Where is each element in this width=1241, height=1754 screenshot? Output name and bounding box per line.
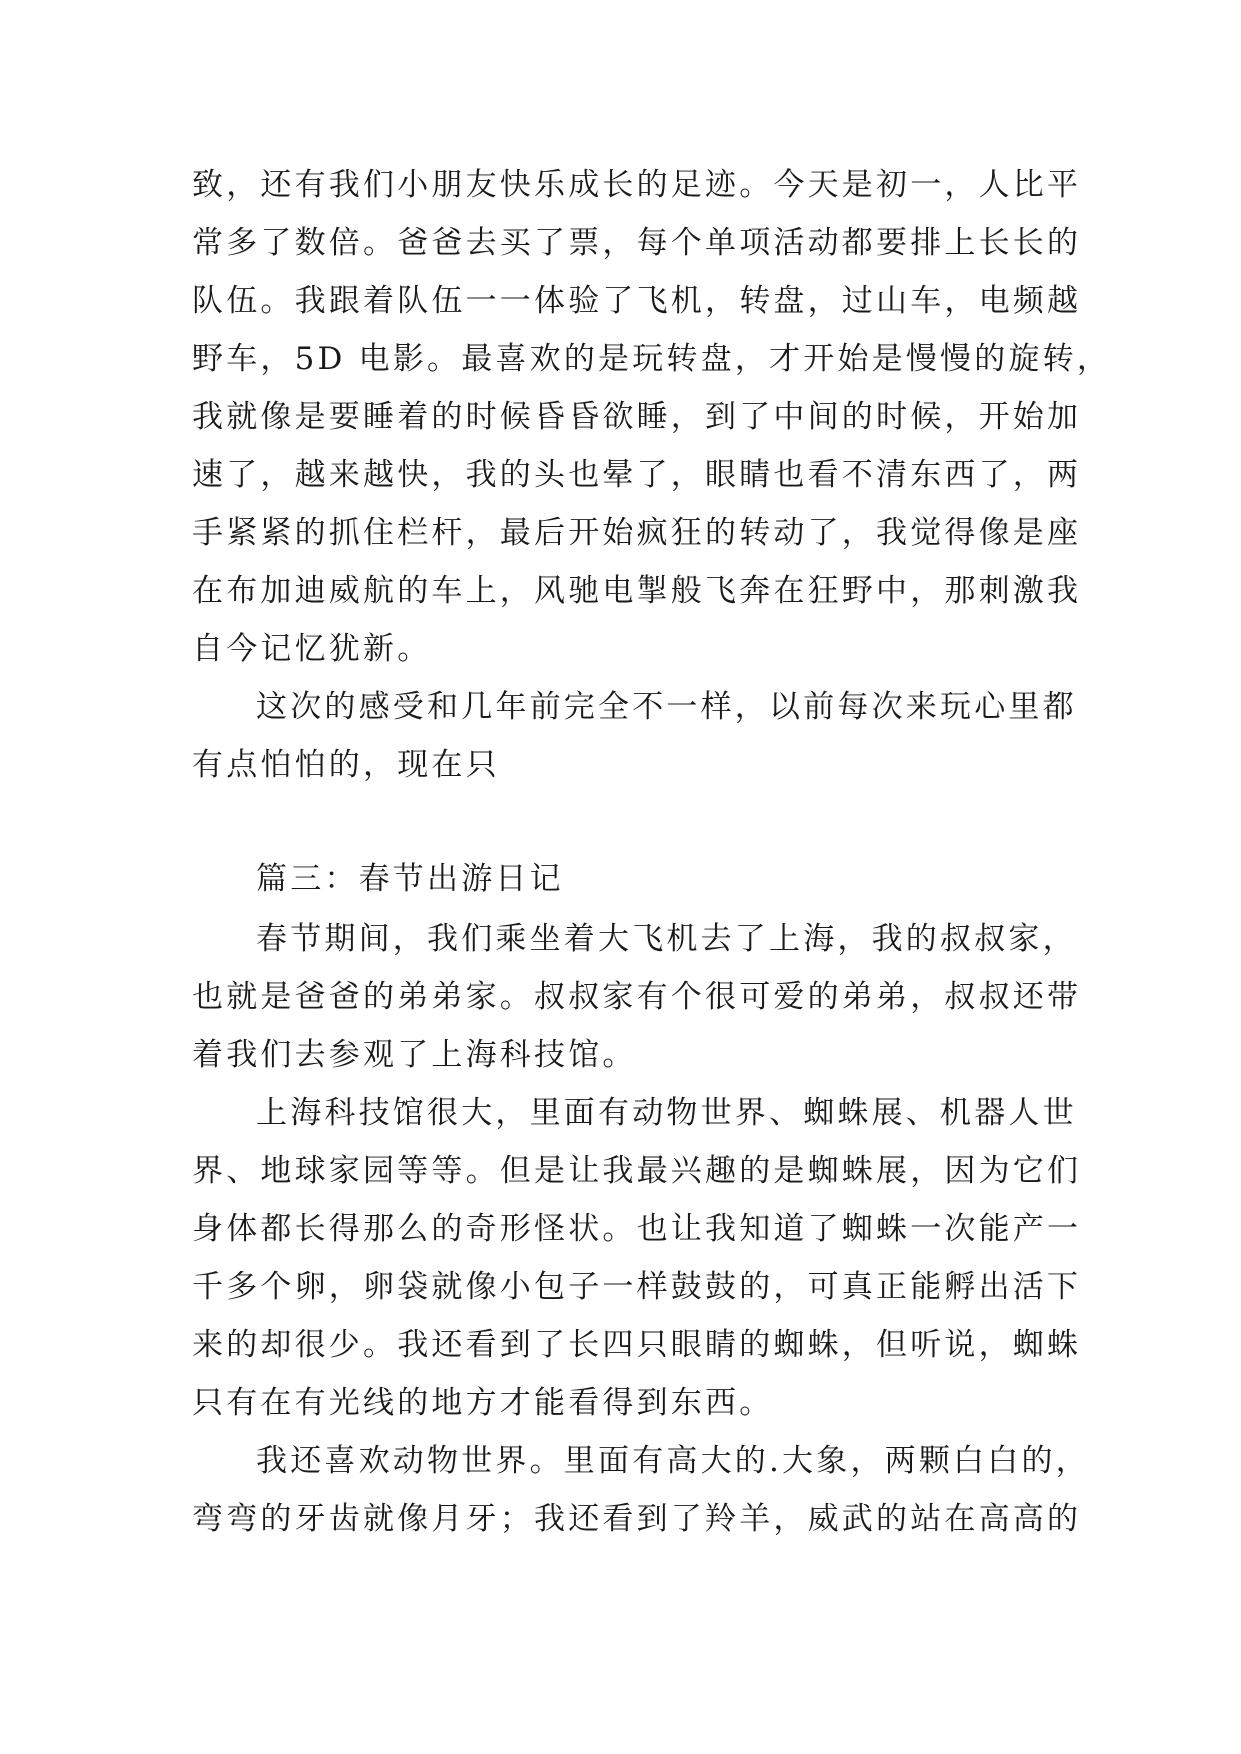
- paragraph-start-line: 我还喜欢动物世界。里面有高大的.大象，两颗白白的，: [256, 1443, 1090, 1479]
- section-heading: 篇三：春节出游日记: [256, 861, 564, 897]
- text-line: 也就是爸爸的弟弟家。叔叔家有个很可爱的弟弟，叔叔还带: [192, 979, 1082, 1015]
- section-2-heading-block: [192, 850, 1072, 908]
- text-line: 手紧紧的抓住栏杆，最后开始疯狂的转动了，我觉得像是座: [192, 515, 1082, 551]
- text-line: 弯弯的牙齿就像月牙；我还看到了羚羊，威武的站在高高的: [192, 1501, 1082, 1537]
- text-line: 界、地球家园等等。但是让我最兴趣的是蜘蛛展，因为它们: [192, 1153, 1082, 1189]
- text-line: 速了，越来越快，我的头也晕了，眼睛也看不清东西了，两: [192, 457, 1082, 493]
- paragraph-start-line: 上海科技馆很大，里面有动物世界、蜘蛛展、机器人世: [256, 1095, 1077, 1131]
- text-line: 致，还有我们小朋友快乐成长的足迹。今天是初一，人比平: [192, 167, 1082, 203]
- paragraph-start-line: 春节期间，我们乘坐着大飞机去了上海，我的叔叔家，: [256, 921, 1077, 957]
- text-line: 来的却很少。我还看到了长四只眼睛的蜘蛛，但听说，蜘蛛: [192, 1327, 1082, 1363]
- paragraph-start-line: 这次的感受和几年前完全不一样，以前每次来玩心里都: [256, 689, 1077, 725]
- text-line: 身体都长得那么的奇形怪状。也让我知道了蜘蛛一次能产一: [192, 1211, 1082, 1247]
- text-line: 千多个卵，卵袋就像小包子一样鼓鼓的，可真正能孵出活下: [192, 1269, 1082, 1305]
- section-2-text: [192, 910, 1090, 1548]
- text-line: 队伍。我跟着队伍一一体验了飞机，转盘，过山车，电频越: [192, 283, 1082, 319]
- text-line: 我就像是要睡着的时候昏昏欲睡，到了中间的时候，开始加: [192, 399, 1082, 435]
- section-1-text: [192, 156, 1112, 794]
- text-line: 常多了数倍。爸爸去买了票，每个单项活动都要排上长长的: [192, 225, 1082, 261]
- text-line: 有点怕怕的，现在只: [192, 747, 500, 783]
- text-line: 在布加迪威航的车上，风驰电掣般飞奔在狂野中，那刺激我: [192, 573, 1082, 609]
- text-line: 自今记忆犹新。: [192, 631, 432, 667]
- text-line: 着我们去参观了上海科技馆。: [192, 1037, 637, 1073]
- text-line: 只有在有光线的地方才能看得到东西。: [192, 1385, 774, 1421]
- text-line: 野车，5D 电影。最喜欢的是玩转盘，才开始是慢慢的旋转，: [192, 341, 1112, 377]
